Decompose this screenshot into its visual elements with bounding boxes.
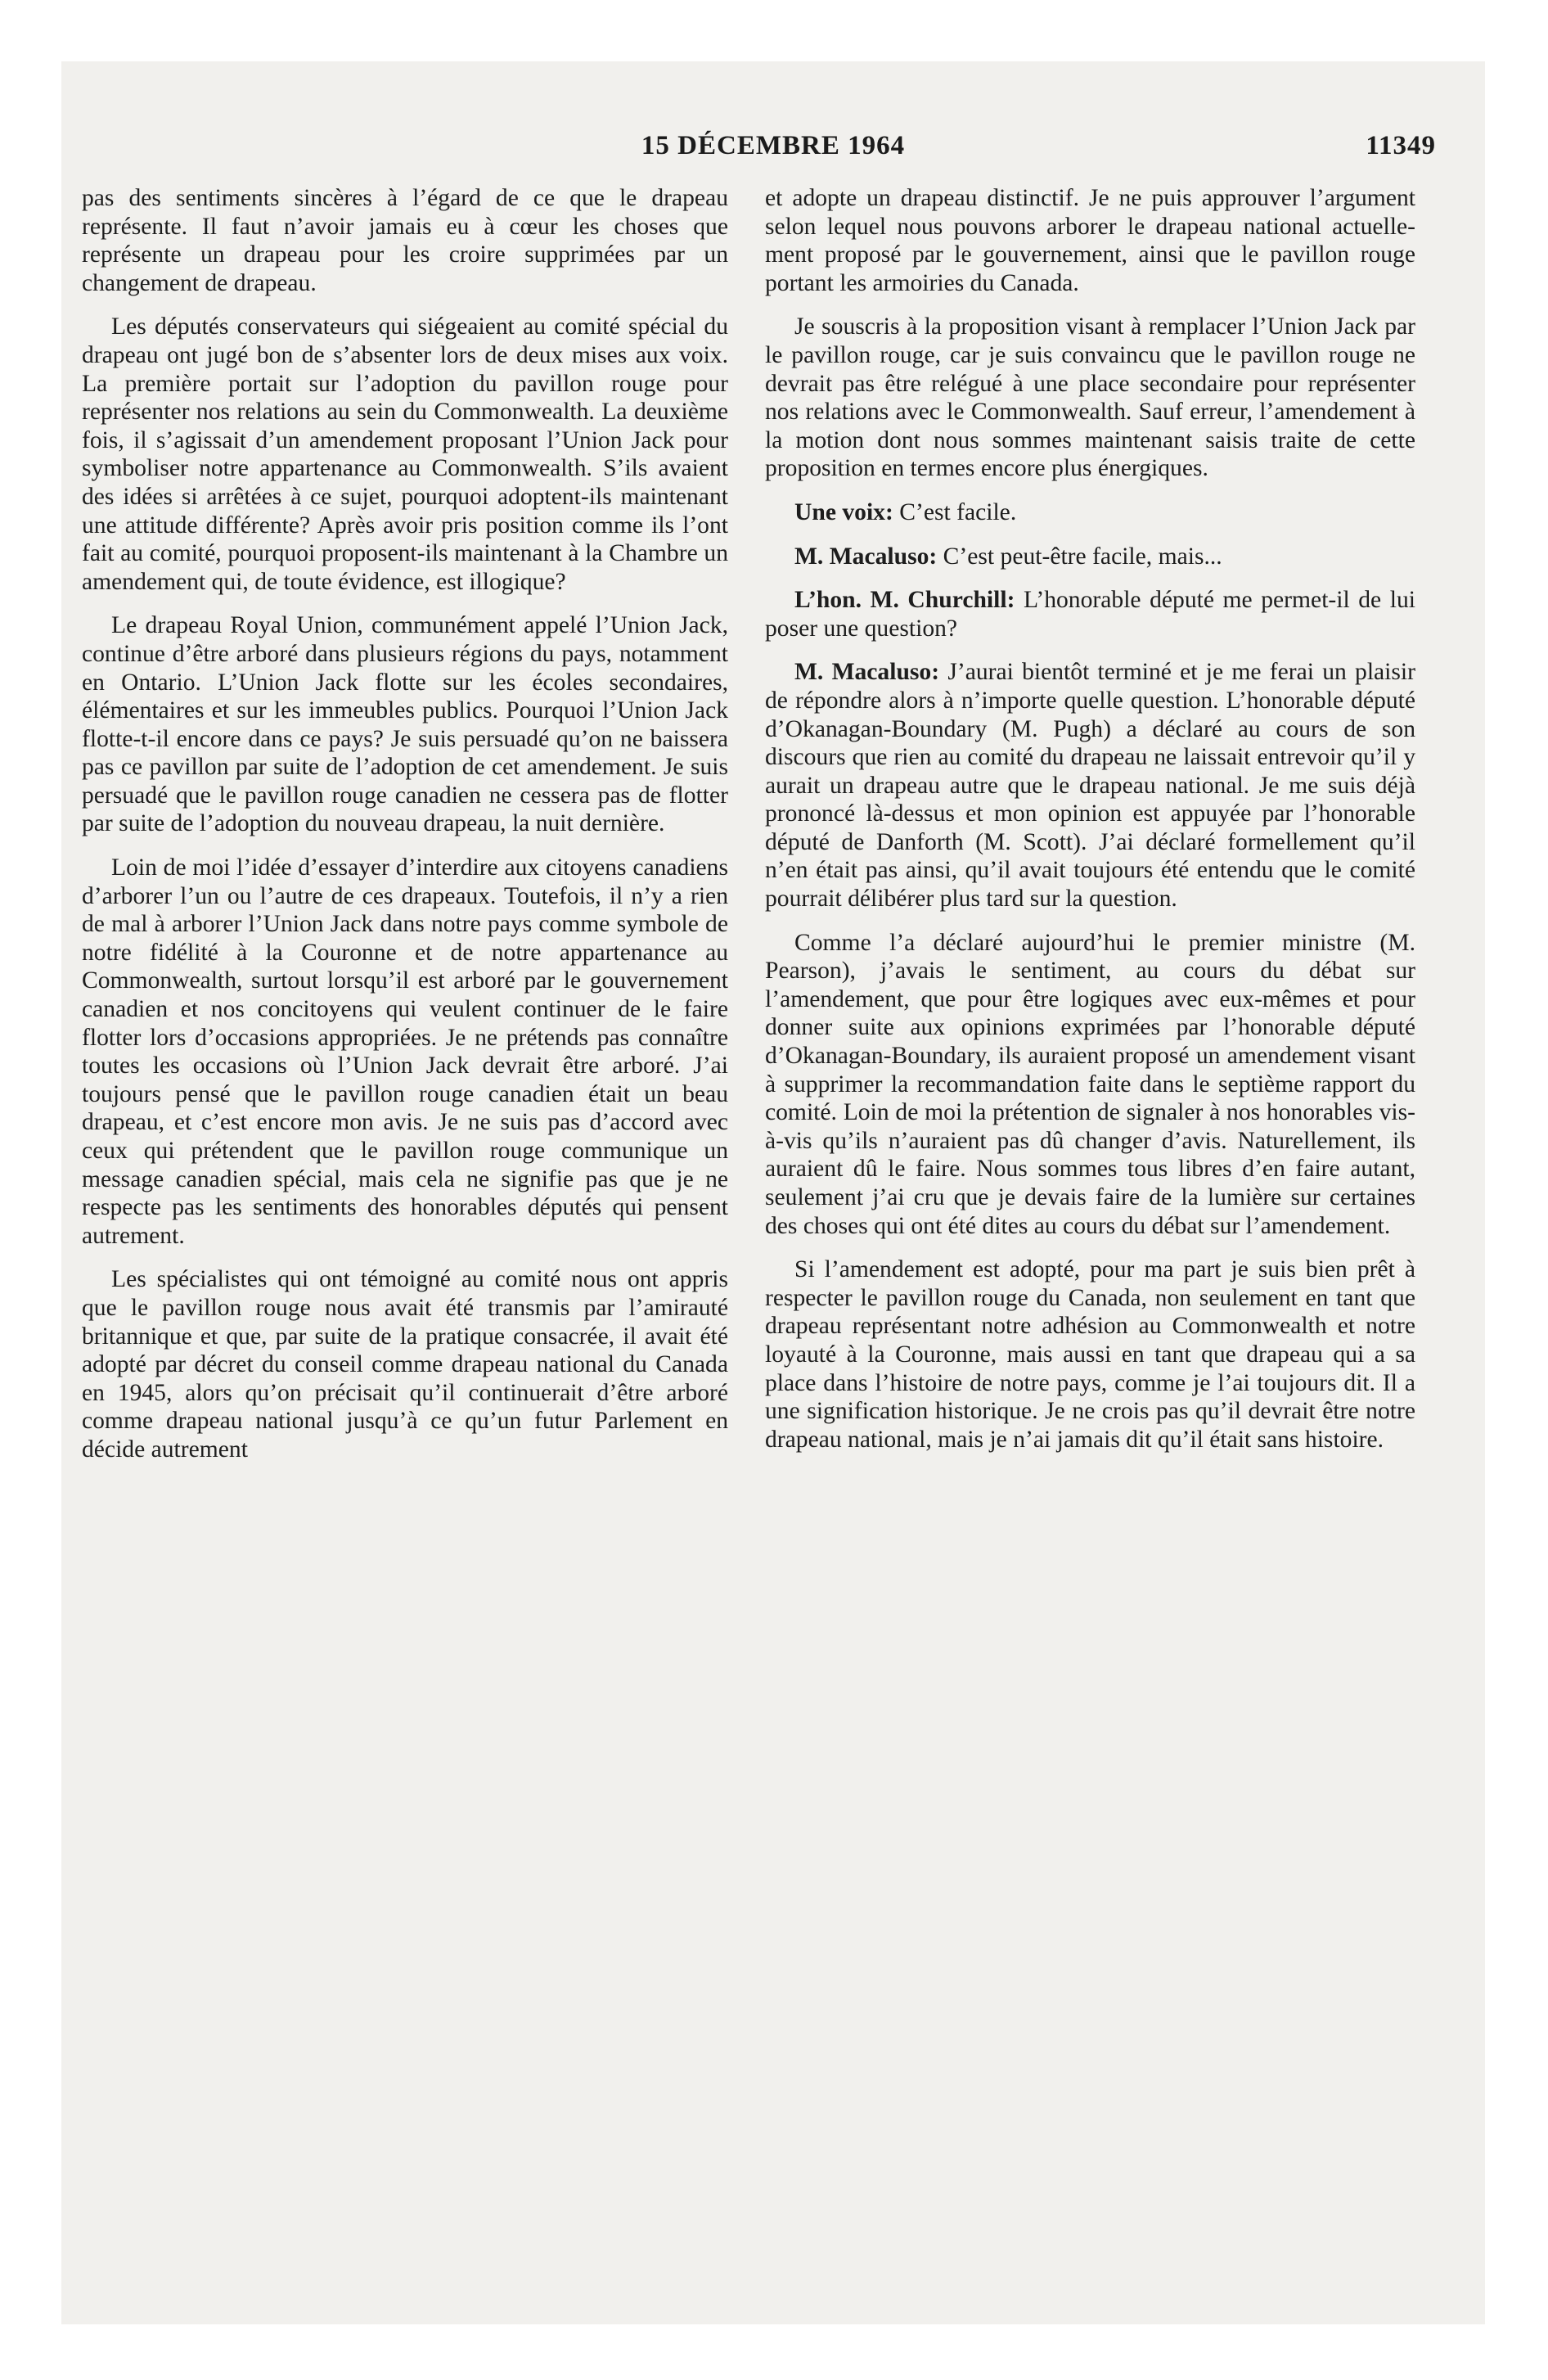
- left-column: [82, 184, 728, 1480]
- speaker-name: Une voix:: [794, 498, 893, 525]
- paragraph: Les députés conservateurs qui siégeaient au comité spécial du drapeau ont jugé bon de s’absenter lors de deux mises aux voix. La première portait sur l’adoption du pavillon rouge pour représenter nos relations au sein du Commonwealth. La deuxième fois, il s’agissait d’un amendement proposant l’Union Jack pour symboliser notre appartenance au Commonwealth. S’ils avaient des idées si arrêtées à ce sujet, pourquoi adoptent-ils maintenant une attitude différente? Après avoir pris position comme ils l’ont fait au comité, pourquoi proposent-ils maintenant à la Chambre un amendement qui, de toute évidence, est illogique?: [82, 313, 728, 595]
- header-date: 15 DÉCEMBRE 1964: [641, 131, 906, 160]
- paragraph: pas des sentiments sincères à l’égard de ce que le drapeau représente. Il faut n’avoir jamais eu à cœur les choses que représente un drapeau pour les croire supprimées par un changement de drapeau.: [82, 185, 728, 296]
- paragraph: Les spécialistes qui ont témoigné au comité nous ont appris que le pavillon rouge nous avait été transmis par l’amirauté britannique et que, par suite de la pratique consacrée, il avait été adopté par décret du conseil comme drapeau national du Canada en 1945, alors qu’on précisait qu’il continuerait d’être arboré comme drapeau national jusqu’à ce qu’un futur Parlement en décide autrement: [82, 1266, 728, 1463]
- page-header: [61, 131, 1485, 172]
- speaker-name: M. Macaluso:: [794, 659, 940, 686]
- speech-interjection: [765, 586, 1415, 642]
- speech-text: C’est facile.: [899, 498, 1017, 525]
- speech-text: L’honorable député me permet-il de lui poser une question?: [765, 587, 1415, 642]
- paragraph: et adopte un drapeau distinctif. Je ne puis approuver l’argument selon lequel nous pouvons arborer le drapeau national actuellement proposé par le gouvernement, ainsi que le pavillon rouge portant les armoiries du Canada.: [765, 185, 1415, 296]
- speaker-name: L’hon. M. Churchill:: [794, 587, 1015, 614]
- paragraph: Le drapeau Royal Union, communément appelé l’Union Jack, continue d’être arboré dans plusieurs régions du pays, notamment en Ontario. L’Union Jack flotte sur les écoles secondaires, élémentaires et sur les immeubles publics. Pourquoi l’Union Jack flotte-t-il encore dans ce pays? Je suis persuadé qu’on ne baissera pas ce pavillon par suite de l’adoption de cet amendement. Je suis persuadé que le pavillon rouge canadien ne cessera pas de flotter par suite de l’adoption du nouveau drapeau, la nuit dernière.: [82, 612, 728, 837]
- paragraph: Si l’amendement est adopté, pour ma part je suis bien prêt à respecter le pavillon rouge du Canada, non seulement en tant que drapeau représentant notre adhésion au Commonwealth et notre loyauté à la Couronne, mais aussi en tant que drapeau qui a sa place dans l’histoire de notre pays, comme je l’ai toujours dit. Il a une signification historique. Je ne crois pas qu’il devrait être notre drapeau national, mais je n’ai jamais dit qu’il était sans histoire.: [765, 1256, 1415, 1453]
- speech-interjection: [765, 543, 1415, 571]
- page-number: 11349: [1366, 131, 1436, 160]
- speaker-name: M. Macaluso:: [794, 543, 938, 570]
- paragraph: Je souscris à la proposition visant à remplacer l’Union Jack par le pavillon rouge, car je suis convaincu que le pavillon rouge ne devrait pas être relégué à une place secondaire pour représenter nos relations avec le Commonwealth. Sauf erreur, l’amendement à la motion dont nous sommes maintenant saisis traite de cette proposition en termes encore plus énergiques.: [765, 313, 1415, 482]
- paragraph: Comme l’a déclaré aujourd’hui le premier ministre (M. Pearson), j’avais le sentiment, au cours du débat sur l’amendement, que pour être logiques avec eux-mêmes et pour donner suite aux opinions exprimées par l’honorable député d’Okanagan-Boundary, ils auraient proposé un amendement visant à supprimer la recommandation faite dans le septième rapport du comité. Loin de moi la prétention de signaler à nos honorables vis-à-vis qu’ils n’auraient pas dû changer d’avis. Naturellement, ils auraient dû le faire. Nous sommes tous libres d’en faire autant, seulement j’ai cru que je devais faire de la lumière sur certaines des choses qui ont été dites au cours du débat sur l’amendement.: [765, 929, 1415, 1239]
- speech-text: J’aurai bientôt terminé et je me ferai un plaisir de répondre alors à n’importe quelle question. L’honorable député d’Okanagan-Boundary (M. Pugh) a déclaré au cours de son discours que rien au comité du drapeau ne laissait entrevoir qu’il y aurait un drapeau autre que le drapeau national. Je me suis déjà prononcé là-dessus et mon opinion est appuyée par l’honorable député de Danforth (M. Scott). J’ai déclaré formellement qu’il n’en était pas ainsi, qu’il avait toujours été entendu que le comité pourrait délibérer plus tard sur la question.: [765, 659, 1415, 913]
- speech-text: C’est peut-être facile, mais...: [943, 543, 1222, 570]
- paragraph: Loin de moi l’idée d’essayer d’interdire aux citoyens canadiens d’arborer l’un ou l’autre de ces drapeaux. Toutefois, il n’y a rien de mal à arborer l’Union Jack dans notre pays comme symbole de notre fidélité à la Couronne et de notre appartenance au Commonwealth, surtout lorsqu’il est arboré par le gouvernement canadien et nos concitoyens qui veulent continuer de le faire flotter lors d’occasions appropriées. Je ne prétends pas connaître toutes les occasions où l’Union Jack devrait être arboré. J’ai toujours pensé que le pavillon rouge canadien était un beau drapeau, et c’est encore mon avis. Je ne suis pas d’accord avec ceux qui prétendent que le pavillon rouge communique un message canadien spécial, mais cela ne signifie pas que je ne respecte pas les sentiments des honorables députés qui pensent autrement.: [82, 854, 728, 1249]
- scanned-page: [61, 61, 1485, 2324]
- speech-interjection: [765, 658, 1415, 913]
- speech-interjection: [765, 498, 1415, 527]
- right-column: [765, 184, 1415, 1469]
